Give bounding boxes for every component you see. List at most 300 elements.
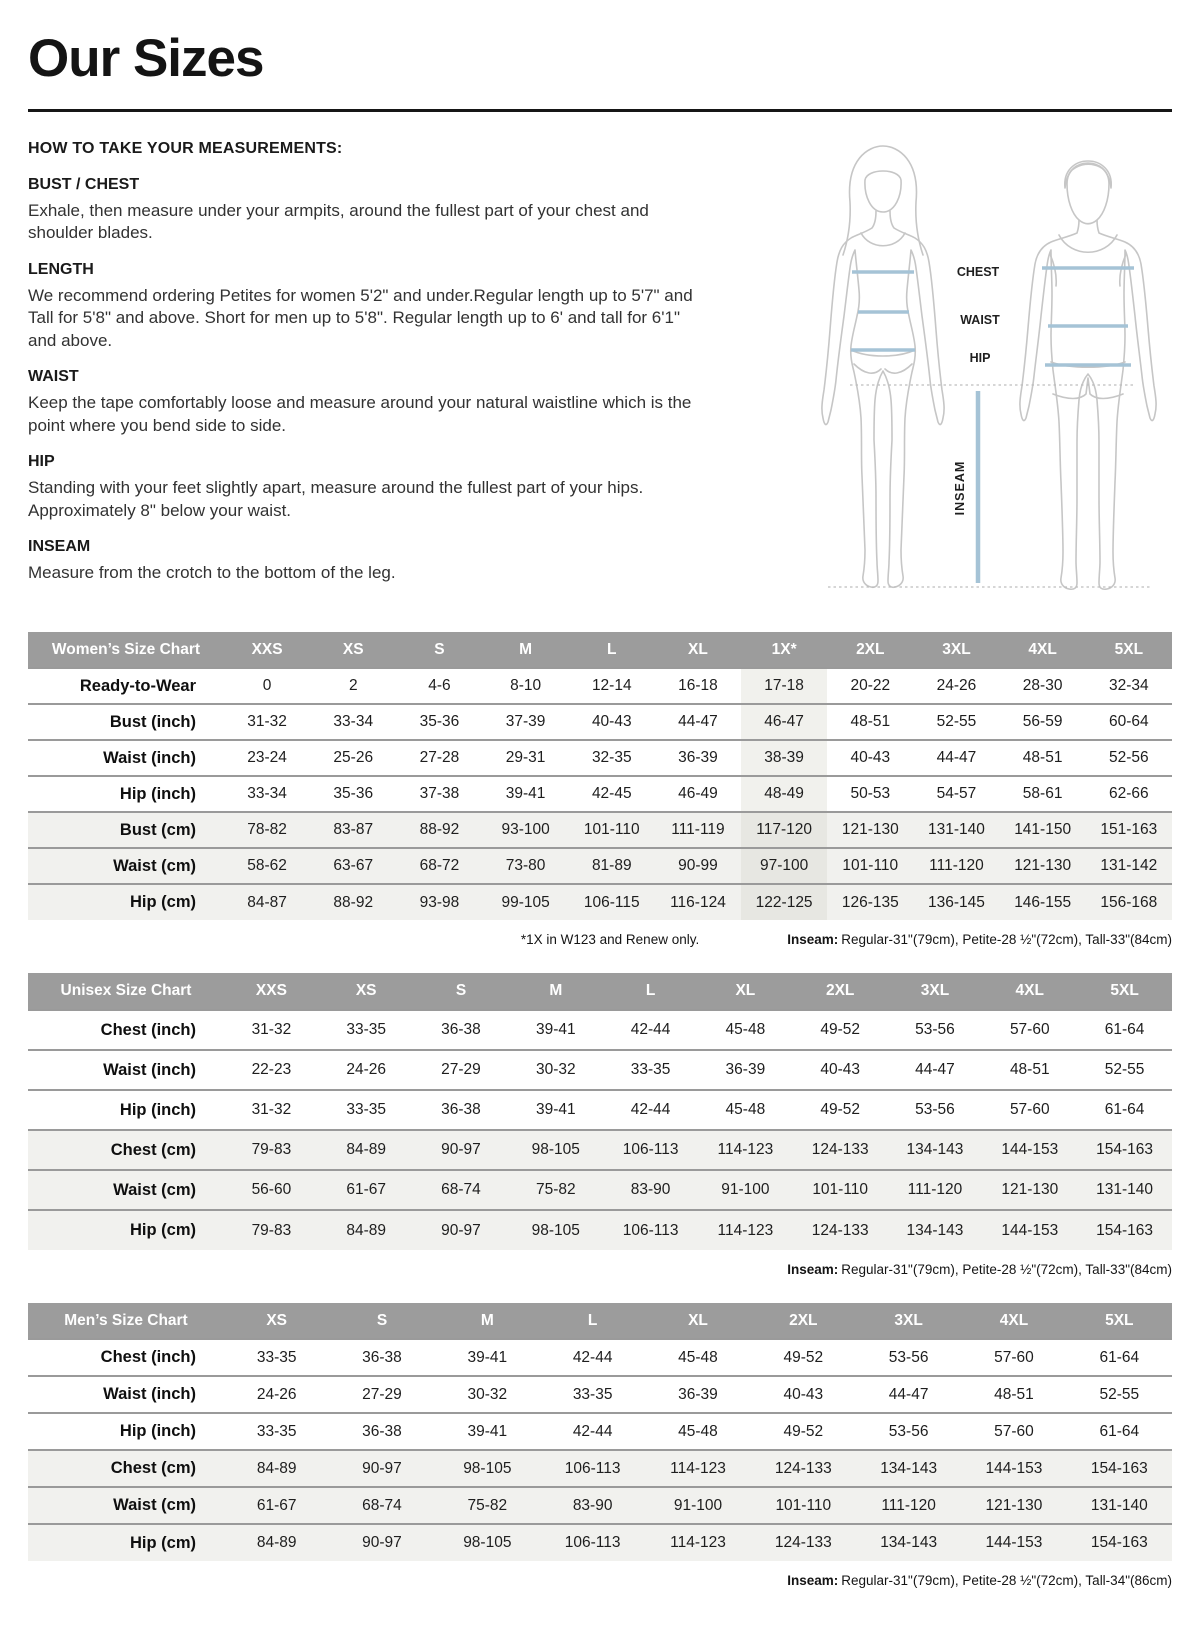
table-row	[28, 1487, 1172, 1524]
size-value-cell: 27-28	[419, 749, 460, 766]
row-label: Chest (inch)	[100, 1348, 196, 1366]
mens-inseam-note	[787, 1573, 1172, 1588]
size-value-cell: 25-26	[333, 749, 374, 766]
size-value-cell: 68-74	[441, 1181, 481, 1198]
size-value-cell: 156-168	[1100, 893, 1158, 911]
unisex-inseam-note	[787, 1262, 1172, 1277]
size-column-header: 4XL	[982, 973, 1077, 1010]
size-value-cell: 116-124	[670, 893, 726, 911]
size-value-cell: 146-155	[1014, 893, 1072, 911]
size-value-cell: 17-18	[741, 668, 827, 704]
size-value-cell: 33-34	[247, 785, 287, 802]
size-value-cell: 88-92	[333, 893, 374, 911]
size-value-cell: 111-120	[881, 1496, 936, 1514]
size-value-cell: 73-80	[505, 857, 546, 874]
size-value-cell: 61-64	[1104, 1021, 1145, 1038]
size-value-cell: 36-39	[678, 1385, 718, 1403]
size-value-cell: 32-34	[1109, 677, 1149, 694]
size-value-cell: 31-32	[251, 1021, 292, 1038]
mens-table-footnotes	[28, 1573, 1172, 1588]
size-value-cell: 124-133	[774, 1459, 832, 1477]
size-value-cell: 75-82	[467, 1496, 508, 1514]
size-column-header: S	[414, 973, 509, 1010]
size-value-cell: 49-52	[783, 1422, 824, 1440]
size-value-cell: 144-153	[985, 1459, 1043, 1477]
size-value-cell: 154-163	[1090, 1459, 1148, 1477]
size-value-cell: 111-119	[671, 821, 725, 838]
inseam-note-text: Regular-31"(79cm), Petite-28 ½"(72cm), Tall-33"(84cm)	[841, 932, 1172, 947]
size-value-cell: 24-26	[256, 1385, 297, 1403]
table-row	[28, 1339, 1172, 1376]
size-value-cell: 121-130	[1001, 1181, 1059, 1198]
size-value-cell: 60-64	[1109, 713, 1149, 730]
size-value-cell: 79-83	[251, 1141, 292, 1158]
size-value-cell: 84-89	[256, 1534, 297, 1551]
size-value-cell: 52-56	[1109, 749, 1149, 766]
size-value-cell: 33-35	[572, 1385, 613, 1403]
table-header-row	[28, 973, 1172, 1010]
size-value-cell: 121-130	[985, 1496, 1043, 1514]
size-column-header: XS	[310, 632, 396, 668]
table-row	[28, 812, 1172, 848]
size-value-cell: 106-115	[583, 893, 640, 911]
size-column-header: XXS	[224, 973, 319, 1010]
size-value-cell: 39-41	[467, 1348, 508, 1366]
size-value-cell: 36-38	[362, 1422, 402, 1440]
instruction-body: Exhale, then measure under your armpits, around the fullest part of your chest and shoulder blades.	[28, 201, 649, 243]
instructions-heading: HOW TO TAKE YOUR MEASUREMENTS:	[28, 140, 343, 157]
size-value-cell: 90-97	[441, 1221, 481, 1239]
size-value-cell: 33-35	[346, 1101, 387, 1118]
size-value-cell: 46-49	[678, 785, 718, 802]
measurement-diagram	[788, 136, 1172, 606]
size-value-cell: 90-99	[678, 857, 718, 874]
table-row	[28, 1130, 1172, 1170]
row-label: Chest (inch)	[100, 1020, 196, 1039]
row-label: Bust (inch)	[109, 712, 196, 731]
size-value-cell: 42-44	[572, 1348, 613, 1366]
size-value-cell: 49-52	[820, 1021, 860, 1038]
size-value-cell: 24-26	[346, 1061, 387, 1078]
female-figure-outline	[822, 146, 944, 587]
table-row	[28, 1050, 1172, 1090]
size-value-cell: 84-89	[256, 1459, 297, 1477]
row-label: Hip (inch)	[119, 1422, 196, 1440]
size-value-cell: 56-60	[251, 1181, 292, 1198]
size-value-cell: 45-48	[678, 1348, 718, 1366]
size-value-cell: 98-105	[531, 1141, 580, 1158]
size-value-cell: 144-153	[1001, 1221, 1059, 1239]
size-value-cell: 48-51	[1022, 749, 1063, 766]
size-value-cell: 44-47	[915, 1061, 955, 1078]
size-column-header: 4XL	[961, 1303, 1066, 1339]
size-value-cell: 106-113	[564, 1459, 621, 1477]
size-value-cell: 84-89	[346, 1221, 387, 1239]
size-value-cell: 106-113	[622, 1221, 679, 1239]
size-value-cell: 114-123	[717, 1221, 774, 1239]
size-value-cell: 134-143	[906, 1141, 964, 1158]
size-column-header: XL	[698, 973, 793, 1010]
inseam-note-text: Regular-31"(79cm), Petite-28 ½"(72cm), Tall-34"(86cm)	[841, 1573, 1172, 1588]
row-label: Waist (cm)	[113, 856, 196, 875]
size-column-header: 3XL	[888, 973, 983, 1010]
instruction-body: Standing with your feet slightly apart, measure around the fullest part of your hips. Approximately 8" below your waist.	[28, 478, 644, 520]
size-value-cell: 45-48	[678, 1422, 718, 1440]
size-value-cell: 38-39	[741, 740, 827, 776]
size-value-cell: 48-51	[994, 1385, 1034, 1403]
size-value-cell: 61-64	[1099, 1422, 1140, 1440]
size-column-header: 5XL	[1086, 632, 1172, 668]
male-figure-outline	[1020, 161, 1156, 589]
size-value-cell: 57-60	[1009, 1101, 1050, 1118]
size-value-cell: 124-133	[811, 1221, 869, 1239]
size-value-cell: 57-60	[994, 1422, 1034, 1440]
body-measurement-illustration	[788, 138, 1172, 606]
size-value-cell: 36-39	[725, 1061, 766, 1078]
size-value-cell: 2	[348, 677, 358, 694]
size-value-cell: 131-140	[928, 821, 985, 838]
size-value-cell: 54-57	[936, 785, 977, 802]
page-title: Our Sizes	[28, 29, 264, 88]
size-value-cell: 50-53	[850, 785, 891, 802]
table-row	[28, 1010, 1172, 1050]
instruction-title: HIP	[28, 453, 55, 471]
size-value-cell: 48-51	[850, 713, 891, 730]
table-header-row	[28, 632, 1172, 668]
size-value-cell: 134-143	[906, 1221, 964, 1239]
size-value-cell: 12-14	[591, 677, 632, 694]
size-value-cell: 141-150	[1014, 821, 1072, 838]
size-value-cell: 98-105	[531, 1221, 580, 1239]
size-value-cell: 56-59	[1022, 713, 1063, 730]
row-label: Waist (inch)	[103, 1060, 196, 1079]
size-value-cell: 68-74	[362, 1496, 402, 1514]
row-label: Hip (cm)	[130, 1221, 196, 1239]
size-value-cell: 49-52	[783, 1348, 824, 1366]
measurement-instructions	[28, 136, 776, 606]
row-label: Waist (inch)	[103, 1385, 196, 1403]
size-value-cell: 106-113	[564, 1534, 621, 1551]
size-value-cell: 98-105	[463, 1534, 512, 1551]
table-row	[28, 1413, 1172, 1450]
table-row	[28, 668, 1172, 704]
size-value-cell: 42-44	[630, 1021, 671, 1038]
size-value-cell: 53-56	[915, 1101, 955, 1118]
size-value-cell: 121-130	[841, 821, 899, 838]
size-value-cell: 114-123	[670, 1534, 726, 1551]
womens-table-footnotes	[28, 932, 1172, 947]
size-value-cell: 36-39	[678, 749, 718, 766]
table-title: Women’s Size Chart	[28, 632, 224, 668]
table-title: Unisex Size Chart	[28, 973, 224, 1010]
size-value-cell: 131-140	[1090, 1496, 1148, 1514]
instruction-title: INSEAM	[28, 537, 91, 555]
table-row	[28, 740, 1172, 776]
womens-1x-note: *1X in W123 and Renew only.	[520, 932, 700, 947]
inseam-label: INSEAM	[953, 460, 967, 516]
size-value-cell: 111-120	[929, 857, 984, 874]
size-value-cell: 33-34	[333, 713, 374, 730]
size-value-cell: 83-90	[572, 1496, 613, 1514]
size-value-cell: 27-29	[441, 1061, 481, 1078]
size-value-cell: 57-60	[994, 1348, 1034, 1366]
mens-size-chart-table	[28, 1303, 1172, 1561]
size-column-header: 2XL	[827, 632, 913, 668]
size-value-cell: 91-100	[673, 1496, 723, 1514]
size-value-cell: 49-52	[820, 1101, 860, 1118]
size-value-cell: 144-153	[985, 1534, 1043, 1551]
size-value-cell: 48-51	[1009, 1061, 1050, 1078]
row-label: Waist (inch)	[103, 748, 196, 767]
size-value-cell: 27-29	[362, 1385, 402, 1403]
size-value-cell: 20-22	[850, 677, 891, 694]
size-value-cell: 134-143	[880, 1459, 938, 1477]
instruction-inseam	[28, 538, 776, 584]
size-value-cell: 58-62	[247, 857, 287, 874]
size-value-cell: 40-43	[820, 1061, 860, 1078]
row-label: Hip (cm)	[130, 893, 196, 911]
size-value-cell: 90-97	[362, 1459, 402, 1477]
title-divider	[28, 109, 1172, 112]
hip-label: HIP	[969, 351, 991, 365]
table-header-row	[28, 1303, 1172, 1339]
size-value-cell: 23-24	[247, 749, 287, 766]
size-column-header: 1X*	[741, 632, 827, 668]
size-value-cell: 63-67	[333, 857, 374, 874]
unisex-size-chart-table	[28, 973, 1172, 1250]
size-value-cell: 91-100	[721, 1181, 770, 1198]
size-value-cell: 121-130	[1014, 857, 1072, 874]
size-value-cell: 31-32	[247, 713, 287, 730]
table-row	[28, 1090, 1172, 1130]
size-column-header: XXS	[224, 632, 310, 668]
inseam-note-text: Regular-31"(79cm), Petite-28 ½"(72cm), Tall-33"(84cm)	[841, 1262, 1172, 1277]
size-value-cell: 78-82	[247, 821, 287, 838]
table-row	[28, 1210, 1172, 1250]
size-value-cell: 126-135	[841, 893, 899, 911]
size-value-cell: 8-10	[510, 677, 542, 694]
row-label: Hip (inch)	[119, 784, 196, 803]
size-value-cell: 30-32	[535, 1061, 576, 1078]
size-value-cell: 42-44	[630, 1101, 671, 1118]
size-value-cell: 36-38	[362, 1348, 402, 1366]
size-value-cell: 44-47	[678, 713, 718, 730]
size-value-cell: 98-105	[463, 1459, 512, 1477]
size-value-cell: 35-36	[419, 713, 460, 730]
size-value-cell: 28-30	[1022, 677, 1063, 694]
womens-size-chart-table	[28, 632, 1172, 920]
size-value-cell: 39-41	[505, 785, 546, 802]
table-row	[28, 776, 1172, 812]
row-label: Ready-to-Wear	[79, 676, 196, 695]
inseam-note-label: Inseam:	[787, 932, 839, 947]
size-value-cell: 122-125	[741, 884, 827, 920]
instruction-body: Measure from the crotch to the bottom of the leg.	[28, 562, 396, 582]
row-label: Bust (cm)	[119, 820, 196, 839]
size-value-cell: 84-89	[346, 1141, 387, 1158]
size-value-cell: 31-32	[251, 1101, 292, 1118]
size-value-cell: 39-41	[535, 1101, 576, 1118]
instruction-length	[28, 261, 776, 352]
size-value-cell: 151-163	[1100, 821, 1158, 838]
instruction-body: Keep the tape comfortably loose and measure around your natural waistline which is the point where you bend side to side.	[28, 393, 692, 435]
size-value-cell: 32-35	[591, 749, 632, 766]
size-value-cell: 75-82	[535, 1181, 576, 1198]
size-value-cell: 53-56	[915, 1021, 955, 1038]
size-value-cell: 33-35	[256, 1348, 297, 1366]
size-value-cell: 52-55	[1104, 1061, 1145, 1078]
size-value-cell: 81-89	[591, 857, 632, 874]
size-column-header: S	[329, 1303, 434, 1339]
size-value-cell: 40-43	[850, 749, 891, 766]
size-value-cell: 93-98	[419, 893, 460, 911]
size-column-header: 3XL	[913, 632, 999, 668]
row-label: Waist (cm)	[113, 1496, 196, 1514]
size-value-cell: 33-35	[346, 1021, 387, 1038]
size-value-cell: 101-110	[583, 821, 640, 838]
size-value-cell: 154-163	[1096, 1141, 1154, 1158]
chest-label: CHEST	[956, 265, 1000, 279]
size-value-cell: 101-110	[775, 1496, 832, 1514]
size-value-cell: 16-18	[678, 677, 718, 694]
size-value-cell: 134-143	[880, 1534, 938, 1551]
size-value-cell: 90-97	[441, 1141, 481, 1158]
size-value-cell: 35-36	[333, 785, 374, 802]
table-row	[28, 1524, 1172, 1561]
size-value-cell: 45-48	[725, 1101, 766, 1118]
size-value-cell: 101-110	[842, 857, 899, 874]
size-value-cell: 42-45	[591, 785, 632, 802]
size-value-cell: 131-142	[1100, 857, 1158, 874]
instruction-title: WAIST	[28, 368, 79, 386]
size-value-cell: 30-32	[467, 1385, 508, 1403]
size-value-cell: 83-87	[333, 821, 374, 838]
waist-label: WAIST	[960, 313, 1000, 327]
size-value-cell: 58-61	[1022, 785, 1063, 802]
size-value-cell: 52-55	[936, 713, 977, 730]
size-value-cell: 83-90	[630, 1181, 671, 1198]
size-value-cell: 40-43	[783, 1385, 824, 1403]
size-value-cell: 154-163	[1096, 1221, 1154, 1239]
size-value-cell: 101-110	[812, 1181, 869, 1198]
instruction-body: We recommend ordering Petites for women 5'2" and under.Regular length up to 5'7" and Tall for 5'8" and above. Short for men up to 5'8". Regular length up to 6' and tall for 6'1" and above.	[28, 285, 693, 350]
size-value-cell: 124-133	[774, 1534, 832, 1551]
table-row	[28, 1450, 1172, 1487]
size-value-cell: 111-120	[907, 1181, 963, 1198]
size-value-cell: 42-44	[572, 1422, 613, 1440]
womens-inseam-note	[787, 932, 1172, 947]
size-column-header: 2XL	[793, 973, 888, 1010]
size-value-cell: 44-47	[936, 749, 977, 766]
size-value-cell: 61-67	[346, 1181, 387, 1198]
size-column-header: XS	[224, 1303, 329, 1339]
size-column-header: M	[483, 632, 569, 668]
table-title: Men’s Size Chart	[28, 1303, 224, 1339]
inseam-note-label: Inseam:	[787, 1573, 839, 1588]
measurements-section	[28, 136, 1172, 606]
size-value-cell: 33-35	[630, 1061, 671, 1078]
size-value-cell: 90-97	[362, 1534, 402, 1551]
size-value-cell: 61-67	[256, 1496, 297, 1514]
table-row	[28, 1170, 1172, 1210]
size-value-cell: 53-56	[888, 1422, 929, 1440]
size-column-header: 4XL	[1000, 632, 1086, 668]
row-label: Chest (cm)	[110, 1459, 196, 1477]
row-label: Waist (cm)	[113, 1180, 196, 1199]
table-row	[28, 848, 1172, 884]
size-value-cell: 40-43	[591, 713, 632, 730]
row-label: Hip (cm)	[130, 1533, 196, 1552]
size-value-cell: 79-83	[251, 1221, 292, 1239]
unisex-table-footnotes	[28, 1262, 1172, 1277]
size-value-cell: 62-66	[1109, 785, 1149, 802]
size-value-cell: 4-6	[428, 677, 451, 694]
size-value-cell: 97-100	[741, 848, 827, 884]
size-value-cell: 44-47	[888, 1385, 929, 1403]
size-value-cell: 99-105	[501, 893, 550, 911]
size-value-cell: 36-38	[441, 1101, 481, 1118]
size-column-header: 5XL	[1077, 973, 1172, 1010]
size-value-cell: 29-31	[505, 749, 546, 766]
size-column-header: M	[435, 1303, 540, 1339]
size-value-cell: 37-39	[505, 713, 546, 730]
size-value-cell: 46-47	[741, 704, 827, 740]
size-value-cell: 136-145	[928, 893, 985, 911]
size-value-cell: 114-123	[717, 1141, 774, 1158]
size-value-cell: 24-26	[936, 677, 977, 694]
instruction-waist	[28, 368, 776, 437]
instruction-hip	[28, 453, 776, 522]
size-value-cell: 52-55	[1099, 1385, 1140, 1403]
size-column-header: L	[603, 973, 698, 1010]
size-value-cell: 88-92	[419, 821, 460, 838]
size-column-header: M	[508, 973, 603, 1010]
size-column-header: 5XL	[1067, 1303, 1172, 1339]
size-value-cell: 154-163	[1090, 1534, 1148, 1551]
size-column-header: XS	[319, 973, 414, 1010]
inseam-note-label: Inseam:	[787, 1262, 839, 1277]
size-value-cell: 106-113	[622, 1141, 679, 1158]
size-value-cell: 39-41	[467, 1422, 508, 1440]
size-value-cell: 61-64	[1099, 1348, 1140, 1366]
instruction-title: LENGTH	[28, 260, 94, 278]
size-value-cell: 84-87	[247, 893, 287, 911]
size-column-header: XL	[645, 1303, 750, 1339]
size-value-cell: 144-153	[1001, 1141, 1059, 1158]
size-value-cell: 131-140	[1096, 1181, 1154, 1198]
size-column-header: 2XL	[751, 1303, 856, 1339]
size-value-cell: 48-49	[741, 776, 827, 812]
size-column-header: XL	[655, 632, 741, 668]
instruction-bust-chest	[28, 176, 776, 245]
row-label: Chest (cm)	[110, 1140, 196, 1159]
size-value-cell: 57-60	[1009, 1021, 1050, 1038]
size-column-header: L	[540, 1303, 645, 1339]
size-value-cell: 114-123	[670, 1459, 726, 1477]
size-value-cell: 61-64	[1104, 1101, 1145, 1118]
size-value-cell: 53-56	[888, 1348, 929, 1366]
size-value-cell: 37-38	[419, 785, 460, 802]
size-value-cell: 39-41	[535, 1021, 576, 1038]
table-row	[28, 884, 1172, 920]
size-value-cell: 36-38	[441, 1021, 481, 1038]
size-column-header: L	[569, 632, 655, 668]
size-value-cell: 68-72	[419, 857, 460, 874]
size-value-cell: 22-23	[251, 1061, 292, 1078]
size-value-cell: 45-48	[725, 1021, 766, 1038]
size-value-cell: 93-100	[501, 821, 550, 838]
size-column-header: 3XL	[856, 1303, 961, 1339]
